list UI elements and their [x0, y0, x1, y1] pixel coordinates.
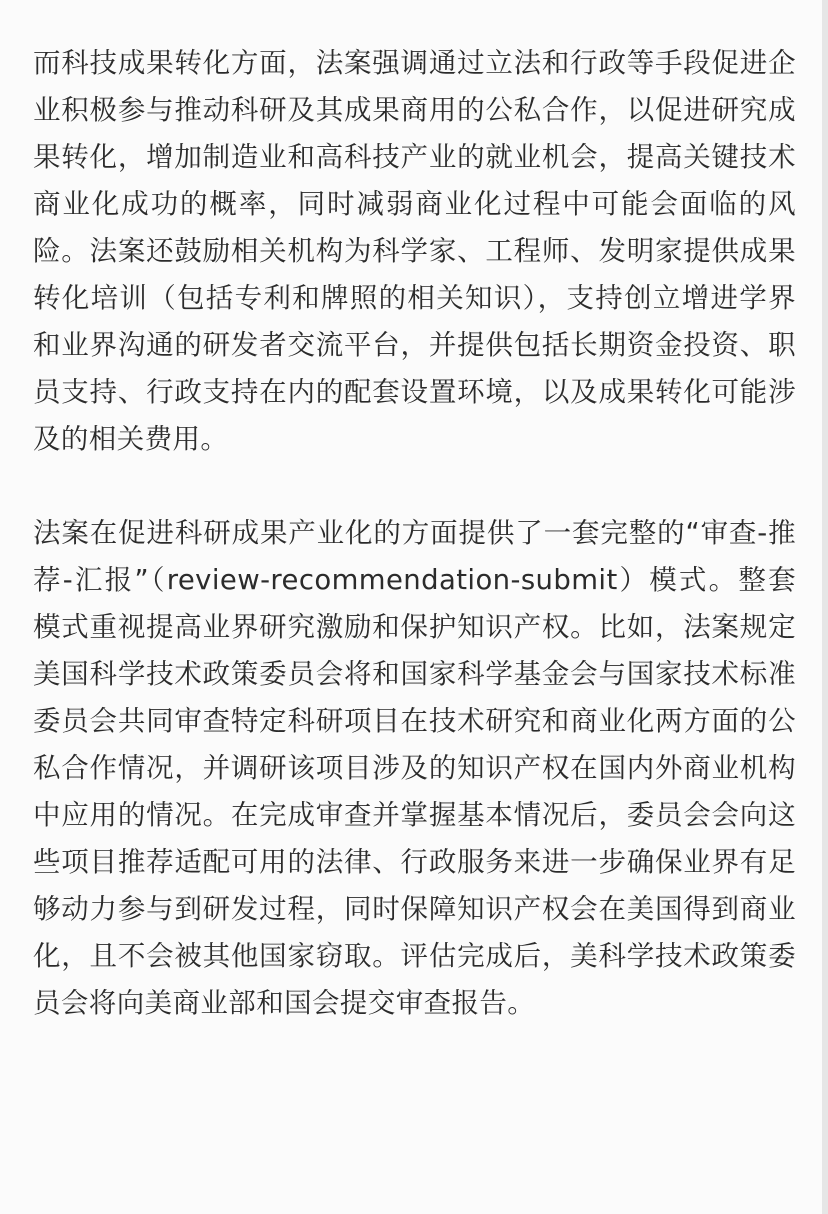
paragraph-review-model: 法案在促进科研成果产业化的方面提供了一套完整的“审查-推荐-汇报”（review-recommendation-submit）模式。整套模式重视提高业界研究激励和保护知识产权。比如，法案规定美国科学技术政策委员会将和国家科学基金会与国家技术标准委员会共同审查特定科研项目在技术研究和商业化两方面的公私合作情况，并调研该项目涉及的知识产权在国内外商业机构中应用的情况。在完成审查并掌握基本情况后，委员会会向这些项目推荐适配可用的法律、行政服务来进一步确保业界有足够动力参与到研发过程，同时保障知识产权会在美国得到商业化，且不会被其他国家窃取。评估完成后，美科学技术政策委员会将向美商业部和国会提交审查报告。: [33, 517, 796, 1019]
paragraph-tech-transfer: 而科技成果转化方面，法案强调通过立法和行政等手段促进企业积极参与推动科研及其成果商用的公私合作，以促进研究成果转化，增加制造业和高科技产业的就业机会，提高关键技术商业化成功的概率，同时减弱商业化过程中可能会面临的风险。法案还鼓励相关机构为科学家、工程师、发明家提供成果转化培训（包括专利和牌照的相关知识），支持创立增进学界和业界沟通的研发者交流平台，并提供包括长期资金投资、职员支持、行政支持在内的配套设置环境，以及成果转化可能涉及的相关费用。: [33, 47, 796, 455]
article-body: [33, 40, 796, 1027]
right-edge-shadow: [822, 0, 828, 1214]
